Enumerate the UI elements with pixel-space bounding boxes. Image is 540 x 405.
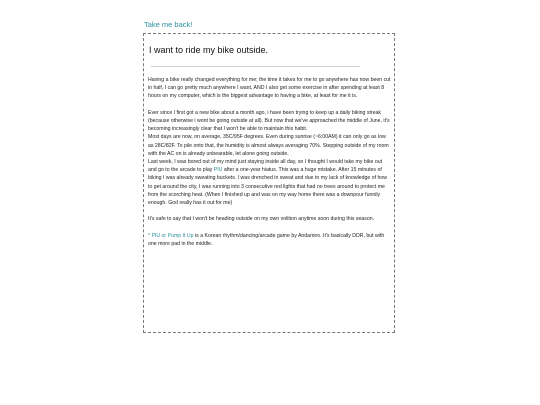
paragraph-gap	[148, 224, 391, 232]
paragraph-gap	[148, 207, 391, 215]
paragraph-gap	[148, 101, 391, 109]
paragraph-biking-streak: Ever since I first got a new bike about a month ago, i have been trying to keep up a daily biking streak (because otherwise i wont be going outside at all). But now that we've approached the middle of June, it's becoming increasingly clear that I won't be able to maintain this habit.	[148, 109, 390, 133]
post-card	[143, 33, 395, 333]
post-title: I want to ride my bike outside.	[149, 45, 269, 55]
arcade-text-end: after a one-year hiatus. This was a huge mistake. After 15 minutes of biking I was already sweating buckets. I was drenched in sweat and due to my lack of knowledge of how to get around the city, I was running into 3 consecutive red lights that had no trees around to protect me from the scorching heat. (When I finished up and was on my way home there was a downpour funnily enough. God really has it out for me)	[148, 167, 388, 207]
footnote-link[interactable]: * PIU or Pump It Up	[148, 232, 194, 239]
footnote-text: is a Korean rhythm/dancing/arcade game by Andamiro. It's basically DDR, but with one more pad in the middle.	[148, 232, 385, 248]
paragraph-bike-benefits: Having a bike really changed everything for me; the time it takes for me to go anywhere has now been cut in half, I can go pretty much anywhere I want, AND I also get some exercise in after spending at least 8 hours on my computer, which is the biggest advantage to having a bike, at least for me it is.	[148, 77, 391, 100]
arcade-text-start: Last week, I was bored out of my mind just staying inside all day, so I thought I would take my bike out and go to the arcade to play	[148, 159, 383, 174]
paragraph-arcade-trip	[148, 158, 391, 207]
piu-link[interactable]: PIU	[213, 167, 223, 174]
back-link[interactable]: Take me back!	[144, 20, 193, 29]
post-body	[148, 76, 391, 248]
paragraph-weather: Most days are now, on average, 35C/95F degrees. Even during sunrise (~6:00AM) it can only go as low as 28C/82F. To pile onto that, the humidity is almost always averaging 70%. Stepping outside of my room with the AC on is already unbearable, let alone going outside.	[148, 134, 389, 157]
title-divider	[151, 66, 360, 67]
footnote	[148, 232, 391, 248]
paragraph-conclusion: It's safe to say that I won't be heading outside on my own volition anytime soon during this season.	[148, 216, 375, 223]
